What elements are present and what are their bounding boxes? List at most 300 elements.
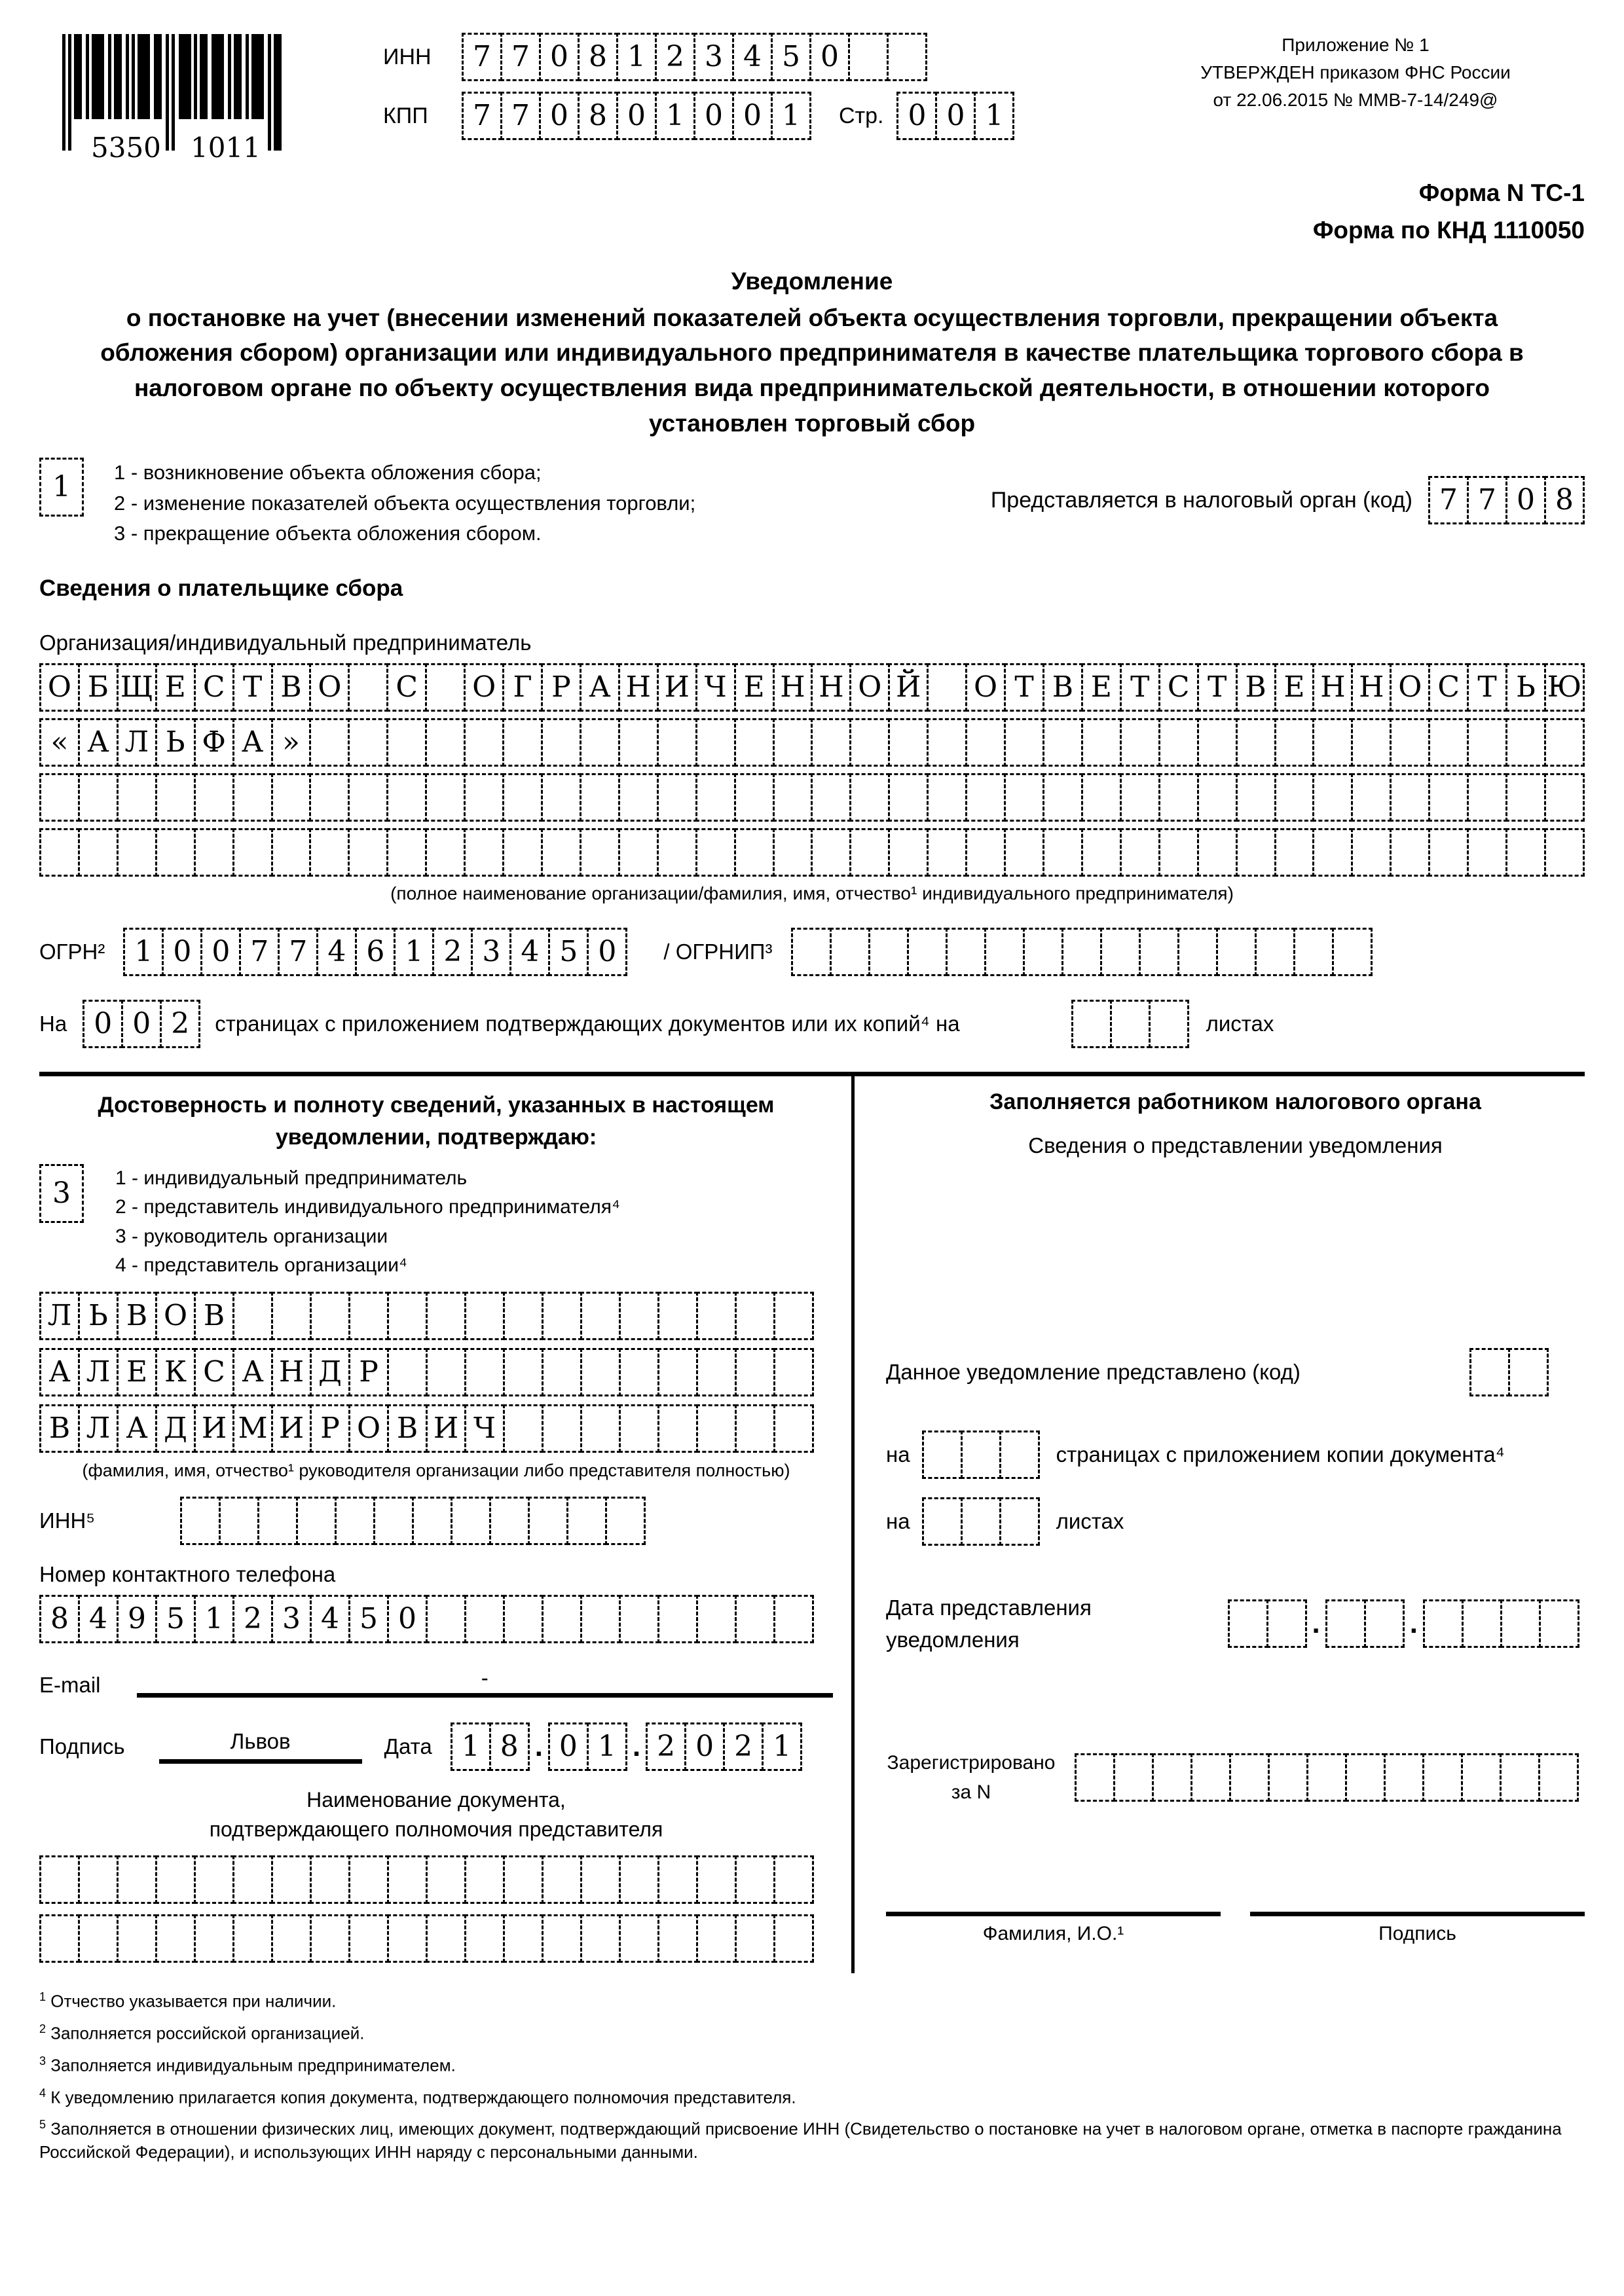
char-cell [502, 773, 543, 822]
officer-fio-line[interactable] [886, 1912, 1221, 1916]
ogrn-field[interactable] [123, 928, 627, 976]
char-cell [566, 1497, 607, 1545]
signer-inn-row [39, 1497, 833, 1545]
char-cell [542, 1292, 582, 1340]
footnote-text: К уведомлению прилагается копия документа, подтверждающего полномочия представителя. [50, 2087, 796, 2107]
char-cell: Ч [695, 663, 736, 712]
submission-date-label-line: Дата представления [886, 1595, 1092, 1620]
char-cell [309, 828, 350, 877]
org-name-row[interactable] [39, 773, 1585, 822]
char-cell [1043, 828, 1083, 877]
char-cell [425, 663, 466, 712]
char-cell [696, 1292, 737, 1340]
char-cell [984, 928, 1025, 976]
email-row [39, 1666, 833, 1698]
submission-date-month-field[interactable] [1325, 1599, 1405, 1648]
confirmation-header: Достоверность и полноту сведений, указанных в настоящем уведомлении, подтверждаю: [98, 1092, 775, 1150]
char-cell [849, 718, 890, 767]
char-cell [773, 1914, 814, 1963]
char-cell [773, 1595, 814, 1643]
char-cell [696, 1348, 737, 1396]
officer-sheets-text: листах [1056, 1508, 1124, 1533]
char-cell [373, 1497, 414, 1545]
char-cell [464, 1292, 505, 1340]
char-cell [1236, 773, 1276, 822]
confirmation-column [39, 1076, 855, 1974]
char-cell: Ю [1544, 663, 1585, 712]
org-name-row[interactable] [39, 663, 1585, 712]
char-cell [1274, 773, 1315, 822]
char-cell [1197, 773, 1238, 822]
char-cell [117, 828, 157, 877]
char-cell: 8 [1544, 476, 1585, 524]
char-cell [1043, 773, 1083, 822]
signer-type-field[interactable] [39, 1164, 84, 1223]
char-cell [1539, 1599, 1579, 1648]
char-cell [425, 773, 466, 822]
char-cell [1312, 773, 1353, 822]
char-cell [1544, 828, 1585, 877]
footnote [39, 2021, 1585, 2045]
phone-field[interactable] [39, 1595, 833, 1643]
char-cell [999, 1497, 1040, 1546]
char-cell [888, 773, 929, 822]
char-cell [849, 773, 890, 822]
char-cell: Б [78, 663, 119, 712]
char-cell [1190, 1753, 1231, 1802]
char-cell [194, 1914, 234, 1963]
name-row[interactable] [39, 1348, 833, 1396]
char-cell [464, 1855, 505, 1904]
char-cell [1467, 828, 1507, 877]
char-cell [1197, 828, 1238, 877]
char-cell [618, 773, 659, 822]
org-name-caption: (полное наименование организации/фамилия, имя, отчество¹ индивидуального предпринимателя) [390, 883, 1234, 903]
reason-section [39, 458, 1585, 549]
char-cell [961, 1430, 1001, 1479]
char-cell [1384, 1753, 1424, 1802]
char-cell [696, 1914, 737, 1963]
char-cell [425, 828, 466, 877]
char-cell: 4 [732, 33, 773, 81]
char-cell [78, 773, 119, 822]
char-cell [1390, 718, 1430, 767]
char-cell: 0 [200, 928, 241, 976]
char-cell: 7 [1467, 476, 1507, 524]
approval-line: Приложение № 1 [1282, 35, 1430, 55]
char-cell [1469, 1348, 1510, 1396]
char-cell: 1 [974, 92, 1014, 140]
char-cell [117, 773, 157, 822]
date-month-field[interactable] [548, 1722, 627, 1771]
document-title [39, 268, 1585, 441]
signature-name-field[interactable]: Львов [159, 1729, 362, 1764]
char-cell: А [580, 663, 620, 712]
char-cell [1423, 1599, 1464, 1648]
char-cell [1390, 828, 1430, 877]
kpp-field[interactable] [462, 92, 811, 140]
officer-sign-line[interactable] [1250, 1912, 1585, 1916]
char-cell [1081, 828, 1122, 877]
char-cell [1505, 773, 1546, 822]
char-cell [528, 1497, 568, 1545]
header [39, 26, 1585, 164]
char-cell: Е [117, 1348, 157, 1396]
char-cell [271, 1855, 312, 1904]
char-cell [735, 1348, 775, 1396]
inn-row [383, 33, 1014, 81]
signature-row [39, 1722, 833, 1771]
char-cell: В [1043, 663, 1083, 712]
char-cell [155, 1914, 196, 1963]
approval-line: УТВЕРЖДЕН приказом ФНС России [1200, 62, 1511, 82]
officer-signature-block [886, 1912, 1585, 1945]
char-cell [155, 828, 196, 877]
char-cell [502, 718, 543, 767]
char-cell: Д [155, 1404, 196, 1453]
date-separator: . [1409, 1607, 1418, 1640]
reason-option: 2 - изменение показателей объекта осуществления торговли; [114, 491, 696, 515]
registered-number-field[interactable] [1075, 1753, 1579, 1802]
char-cell: С [194, 1348, 234, 1396]
authority-doc-caption-line: подтверждающего полномочия представителя [209, 1817, 663, 1841]
char-cell [657, 828, 697, 877]
char-cell: О [1390, 663, 1430, 712]
char-cell [696, 1404, 737, 1453]
char-cell [232, 773, 273, 822]
approval-line: от 22.06.2015 № ММВ-7-14/249@ [1213, 90, 1498, 110]
char-cell [580, 1404, 621, 1453]
char-cell [773, 1855, 814, 1904]
char-cell [1004, 773, 1044, 822]
char-cell [387, 1855, 428, 1904]
submission-date-field[interactable] [1228, 1599, 1579, 1648]
char-cell [412, 1497, 452, 1545]
char-cell: 8 [578, 33, 618, 81]
authority-doc-caption-line: Наименование документа, [306, 1787, 566, 1812]
char-cell [542, 1914, 582, 1963]
char-cell: Ь [155, 718, 196, 767]
char-cell [1351, 828, 1392, 877]
date-day-field[interactable] [451, 1722, 530, 1771]
fio-grid [39, 1292, 833, 1453]
email-field[interactable]: - [137, 1666, 833, 1698]
char-cell: 1 [39, 458, 84, 517]
char-cell: « [39, 718, 80, 767]
char-cell [271, 828, 312, 877]
char-cell [309, 718, 350, 767]
char-cell: И [194, 1404, 234, 1453]
char-cell: А [232, 718, 273, 767]
char-cell [1081, 718, 1122, 767]
char-cell: А [117, 1404, 157, 1453]
char-cell [922, 1497, 963, 1546]
char-cell [1197, 718, 1238, 767]
barcode-number-right: 1011 [188, 132, 263, 164]
officer-sign-caption: Подпись [1378, 1922, 1456, 1944]
char-cell: 1 [771, 92, 811, 140]
char-cell: С [1158, 663, 1199, 712]
submission-date-year-field[interactable] [1423, 1599, 1579, 1648]
char-cell [1505, 718, 1546, 767]
char-cell [946, 928, 986, 976]
tax-authority-code-field[interactable] [1428, 476, 1585, 524]
char-cell [387, 1348, 428, 1396]
char-cell [386, 773, 427, 822]
char-cell [296, 1497, 337, 1545]
char-cell [464, 1595, 505, 1643]
footnote-text: Отчество указывается при наличии. [50, 1991, 337, 2011]
char-cell [387, 1292, 428, 1340]
char-cell [464, 718, 504, 767]
footnote-text: Заполняется в отношении физических лиц, имеющих документ, подтверждающий присвоение ИНН (Свидетельство о постановке на учет в налоговом органе, отметка в паспорте гражданина Российской Федерации), и использующих ИНН наряду с персональными данными. [39, 2119, 1562, 2162]
char-cell [999, 1430, 1040, 1479]
char-cell: 0 [548, 1722, 589, 1771]
submission-date-day-field[interactable] [1228, 1599, 1307, 1648]
pages-prefix: На [39, 1011, 67, 1036]
authority-doc-grid [39, 1855, 833, 1963]
signer-option: 4 - представитель организации⁴ [115, 1254, 407, 1276]
char-cell [927, 828, 967, 877]
char-cell [1113, 1753, 1154, 1802]
ogrnip-field[interactable] [791, 928, 1373, 976]
char-cell: 1 [587, 1722, 627, 1771]
char-cell [386, 718, 427, 767]
char-cell: М [232, 1404, 273, 1453]
char-cell [1467, 773, 1507, 822]
authority-doc-row[interactable] [39, 1855, 833, 1904]
char-cell: К [155, 1348, 196, 1396]
char-cell: В [387, 1404, 428, 1453]
signer-inn-field[interactable] [180, 1497, 646, 1545]
char-cell [965, 828, 1006, 877]
char-cell: 4 [316, 928, 357, 976]
char-cell [1505, 828, 1546, 877]
org-name-grid [39, 663, 1585, 877]
char-cell: О [464, 663, 504, 712]
char-cell [619, 1855, 659, 1904]
barcode-number-left: 5350 [88, 132, 164, 164]
registered-row [886, 1748, 1585, 1807]
char-cell [618, 718, 659, 767]
char-cell [1004, 828, 1044, 877]
reason-option: 1 - возникновение объекта обложения сбора; [114, 461, 542, 484]
footnote [39, 2117, 1585, 2164]
char-cell [310, 1914, 350, 1963]
char-cell: Н [773, 663, 813, 712]
char-cell [117, 1855, 157, 1904]
char-cell: 1 [451, 1722, 491, 1771]
char-cell [1229, 1753, 1270, 1802]
page-label: Стр. [839, 103, 884, 128]
officer-sheets-row [886, 1497, 1585, 1546]
char-cell [541, 773, 581, 822]
char-cell: Ч [464, 1404, 505, 1453]
char-cell: О [965, 663, 1006, 712]
inn-label: ИНН [383, 44, 432, 69]
tax-authority [991, 476, 1585, 524]
char-cell: 1 [655, 92, 695, 140]
char-cell: 1 [394, 928, 434, 976]
fio-caption: (фамилия, имя, отчество¹ руководителя организации либо представителя полностью) [82, 1460, 790, 1480]
char-cell [1428, 773, 1469, 822]
char-cell: 3 [39, 1164, 84, 1223]
pages-count-field[interactable] [83, 1000, 200, 1048]
char-cell [194, 773, 234, 822]
char-cell [848, 33, 889, 81]
char-cell: Н [811, 663, 851, 712]
char-cell: Е [734, 663, 775, 712]
char-cell [1266, 1599, 1307, 1648]
char-cell [1500, 1599, 1541, 1648]
char-cell [735, 1855, 775, 1904]
char-cell: А [78, 718, 119, 767]
char-cell: О [849, 663, 890, 712]
char-cell [1139, 928, 1179, 976]
presented-code-field[interactable] [1469, 1348, 1549, 1396]
char-cell [695, 773, 736, 822]
char-cell: 7 [462, 92, 502, 140]
char-cell [1158, 718, 1199, 767]
char-cell [830, 928, 870, 976]
patronymic-row[interactable] [39, 1404, 833, 1453]
char-cell [619, 1348, 659, 1396]
signer-inn-label: ИНН⁵ [39, 1508, 96, 1533]
char-cell [1071, 1000, 1112, 1048]
char-cell: 8 [578, 92, 618, 140]
char-cell: Л [39, 1292, 80, 1340]
char-cell [580, 828, 620, 877]
char-cell: 3 [693, 33, 734, 81]
char-cell [1158, 828, 1199, 877]
submission-date-row [886, 1592, 1585, 1656]
char-cell [1462, 1599, 1502, 1648]
char-cell [1023, 928, 1063, 976]
char-cell [1152, 1753, 1192, 1802]
char-cell [1422, 1753, 1463, 1802]
officer-pages-field[interactable] [922, 1430, 1040, 1479]
char-cell [39, 773, 80, 822]
sheets-count-field[interactable] [1071, 1000, 1189, 1048]
reason-code-field[interactable] [39, 458, 84, 517]
char-cell [348, 828, 388, 877]
pages-text: страницах с приложением подтверждающих документов или их копий⁴ на [215, 1011, 960, 1036]
officer-fio-caption: Фамилия, И.О.¹ [982, 1922, 1124, 1944]
char-cell [155, 1855, 196, 1904]
presented-label: Данное уведомление представлено (код) [886, 1359, 1301, 1384]
char-cell [1544, 773, 1585, 822]
char-cell: 2 [232, 1595, 273, 1643]
char-cell [78, 1855, 119, 1904]
footnote-text: Заполняется индивидуальным предпринимателем. [50, 2055, 456, 2075]
char-cell [503, 1595, 544, 1643]
char-cell: Ь [1505, 663, 1546, 712]
char-cell [1544, 718, 1585, 767]
char-cell: 3 [271, 1595, 312, 1643]
char-cell: 7 [462, 33, 502, 81]
char-cell: 1 [762, 1722, 802, 1771]
char-cell: 1 [616, 33, 657, 81]
inn-field[interactable] [462, 33, 927, 81]
signer-type-options [115, 1164, 620, 1279]
char-cell [464, 1914, 505, 1963]
footnote-marker: 3 [39, 2054, 46, 2068]
officer-subheader: Сведения о представлении уведомления [1028, 1133, 1443, 1157]
char-cell [773, 718, 813, 767]
char-cell [451, 1497, 491, 1545]
char-cell [773, 1292, 814, 1340]
char-cell [773, 828, 813, 877]
char-cell [1274, 828, 1315, 877]
char-cell [888, 718, 929, 767]
char-cell: Н [1312, 663, 1353, 712]
char-cell [1177, 928, 1218, 976]
barcode [62, 34, 285, 164]
char-cell [1306, 1753, 1347, 1802]
char-cell [1312, 828, 1353, 877]
char-cell [1325, 1599, 1366, 1648]
char-cell: Т [1120, 663, 1160, 712]
char-cell [965, 773, 1006, 822]
date-field[interactable] [451, 1722, 802, 1771]
char-cell [657, 1348, 698, 1396]
char-cell: О [39, 663, 80, 712]
date-year-field[interactable] [646, 1722, 802, 1771]
char-cell: Т [1004, 663, 1044, 712]
char-cell [310, 1292, 350, 1340]
char-cell [734, 718, 775, 767]
char-cell [232, 1914, 273, 1963]
char-cell [503, 1914, 544, 1963]
footnote-marker: 2 [39, 2022, 46, 2036]
char-cell: 1 [123, 928, 164, 976]
footnotes [39, 1989, 1585, 2164]
char-cell [791, 928, 832, 976]
ogrn-row [39, 928, 1585, 976]
char-cell: О [155, 1292, 196, 1340]
char-cell: 8 [489, 1722, 530, 1771]
char-cell [1467, 718, 1507, 767]
char-cell [1351, 718, 1392, 767]
char-cell [695, 718, 736, 767]
char-cell: Й [888, 663, 929, 712]
org-name-row[interactable] [39, 828, 1585, 877]
date-separator: . [1312, 1607, 1320, 1640]
authority-doc-row[interactable] [39, 1914, 833, 1963]
char-cell [657, 773, 697, 822]
page-field[interactable] [896, 92, 1014, 140]
char-cell [425, 718, 466, 767]
char-cell: Р [541, 663, 581, 712]
surname-row[interactable] [39, 1292, 833, 1340]
org-name-row[interactable] [39, 718, 1585, 767]
char-cell: С [386, 663, 427, 712]
sheets-label: листах [1206, 1011, 1274, 1036]
char-cell [965, 718, 1006, 767]
date-separator: . [534, 1730, 543, 1762]
officer-sheets-field[interactable] [922, 1497, 1040, 1546]
char-cell [426, 1348, 466, 1396]
submission-date-label-line: уведомления [886, 1628, 1020, 1652]
char-cell [271, 1914, 312, 1963]
char-cell: Е [1081, 663, 1122, 712]
char-cell [541, 828, 581, 877]
char-cell: В [1236, 663, 1276, 712]
char-cell [1236, 828, 1276, 877]
submission-date-label [886, 1592, 1092, 1656]
char-cell [348, 1855, 389, 1904]
char-cell [39, 1855, 80, 1904]
